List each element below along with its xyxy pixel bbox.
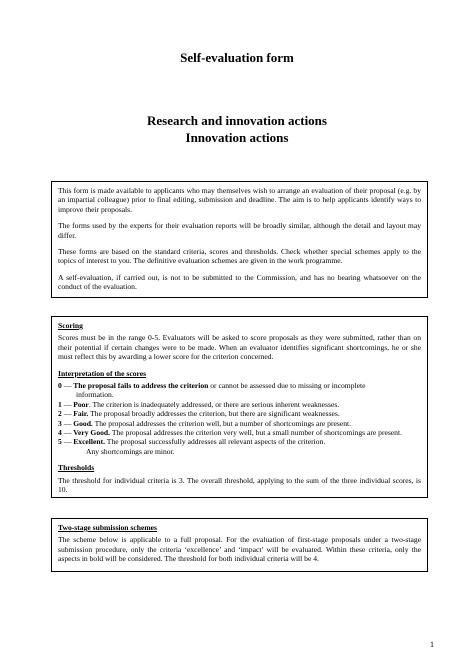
score-number: 5 [58, 437, 62, 447]
score-item [58, 381, 421, 390]
score-item [58, 428, 421, 437]
scoring-text: Scores must be in the range 0-5. Evaluators will be asked to score proposals as they were submitted, rather than on their potential if certain changes were to be made. When an evaluator identifies significant shortcomings, he or she must reflect this by awarding a lower score for the criterion concerned. [58, 333, 421, 362]
score-text: The proposal addresses the criterion well, but a number of shortcomings are present. [92, 418, 352, 428]
score-label: Good. [73, 418, 93, 428]
thresholds-text: The threshold for individual criteria is 3. The overall threshold, applying to the sum of the three individual scores, is 10. [58, 475, 421, 495]
two-stage-text: The scheme below is applicable to a full proposal. For the evaluation of first-stage proposals under a two-stage submission procedure, only the criteria ‘excellence’ and ‘impact’ will be evaluated. Within these criteria, only the aspects in bold will be considered. The threshold for both individual criteria will be 4. [58, 535, 421, 564]
score-label: Very Good. [73, 428, 111, 438]
score-item [58, 437, 421, 446]
score-list [58, 381, 421, 456]
score-text: or cannot be assessed due to missing or incomplete [208, 381, 366, 391]
score-label: Excellent. [73, 437, 106, 447]
page-title: Self-evaluation form [180, 50, 294, 65]
score-dash: — [63, 437, 72, 447]
score-dash: — [63, 428, 72, 438]
score-dash: — [63, 399, 72, 409]
score-text: The proposal broadly addresses the criterion, but there are significant weaknesses. [88, 409, 340, 419]
score-number: 0 [58, 381, 62, 391]
score-continuation: Any shortcomings are minor. [86, 446, 175, 456]
subtitle-innovation: Innovation actions [185, 130, 289, 145]
score-number: 1 [58, 399, 62, 409]
score-continuation: information. [76, 390, 114, 400]
score-label: Fair. [73, 409, 89, 419]
score-dash: — [63, 409, 72, 419]
intro-box [51, 181, 428, 298]
intro-paragraph: The forms used by the experts for their evaluation reports will be broadly similar, although the detail and layout may differ. [58, 221, 421, 240]
two-stage-heading: Two-stage submission schemes [58, 523, 158, 532]
score-dash: — [63, 418, 72, 428]
intro-paragraph: This form is made available to applicants who may themselves wish to arrange an evaluation of their proposal (e.g. by an impartial colleague) prior to final editing, submission and deadline. The aim is to help applicants identify ways to improve their proposals. [58, 186, 421, 214]
intro-paragraph: A self-evaluation, if carried out, is not to be submitted to the Commission, and has no bearing whatsoever on the conduct of the evaluation. [58, 272, 421, 292]
subtitle-research: Research and innovation actions [147, 113, 327, 128]
score-label: Poor [73, 399, 89, 409]
score-item [58, 409, 421, 418]
score-text: The proposal successfully addresses all relevant aspects of the criterion. [105, 437, 326, 447]
score-number: 2 [58, 409, 62, 419]
score-text: The proposal addresses the criterion very well, but a small number of shortcomings are present. [110, 428, 402, 438]
score-number: 3 [58, 418, 62, 428]
score-item [58, 400, 421, 409]
score-number: 4 [58, 428, 62, 438]
scoring-heading: Scoring [58, 321, 83, 330]
intro-paragraph: These forms are based on the standard criteria, scores and thresholds. Check whether special schemes apply to the topics of interest to you. The definitive evaluation schemes are given in the work programme. [58, 247, 421, 266]
two-stage-box [51, 518, 428, 572]
score-item [58, 419, 421, 428]
score-dash: — [63, 381, 72, 391]
interpretation-heading: Interpretation of the scores [58, 368, 147, 378]
scoring-box [51, 316, 428, 498]
thresholds-heading: Thresholds [58, 463, 95, 473]
page-number: 1 [430, 640, 434, 649]
score-text: . The criterion is inadequately addressed, or there are serious inherent weaknesses. [88, 399, 340, 409]
score-label: The proposal fails to address the criterion [73, 381, 209, 391]
